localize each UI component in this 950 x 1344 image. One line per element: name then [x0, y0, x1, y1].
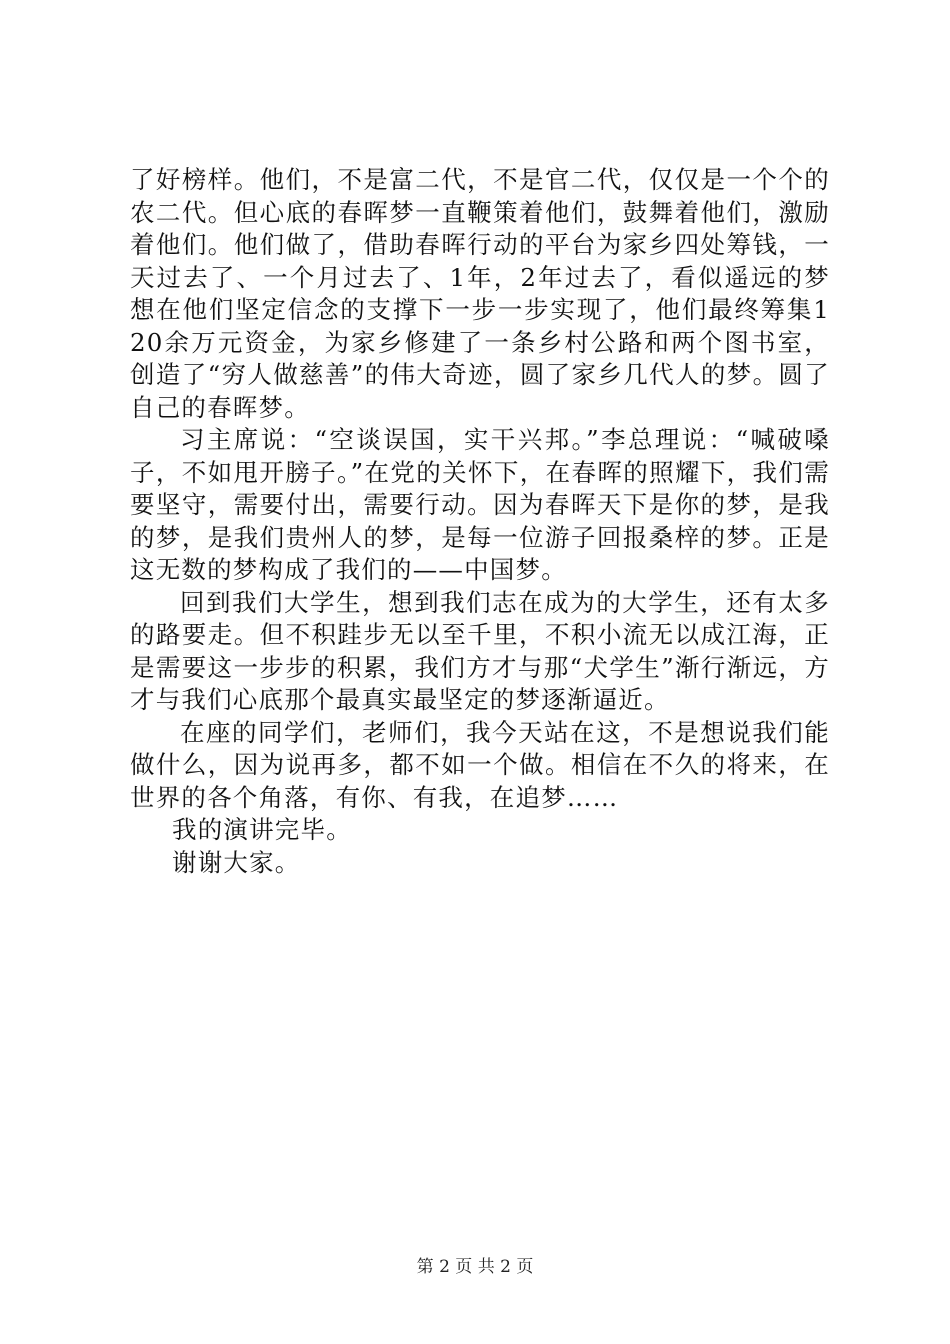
paragraph-audience: 在座的同学们，老师们，我今天站在这，不是想说我们能做什么，因为说再多，都不如一个做。相信在不久的将来，在世界的各个角落，有你、有我，在追梦…… [130, 717, 830, 812]
paragraph-students: 回到我们大学生，想到我们志在成为的大学生，还有太多的路要走。但不积跬步无以至千里，不积小流无以成江海，正是需要这一步步的积累，我们方才与那“犬学生”渐行渐远，方才与我们心底那个最真实最坚定的梦逐渐逼近。 [130, 587, 830, 714]
paragraph-thanks: 谢谢大家。 [172, 847, 301, 877]
paragraph-continuation: 了好榜样。他们，不是富二代，不是官二代，仅仅是一个个的农二代。但心底的春晖梦一直鞭策着他们，鼓舞着他们，激励着他们。他们做了，借助春晖行动的平台为家乡四处筹钱，一天过去了、一个月过去了、1年，2年过去了，看似遥远的梦想在他们坚定信念的支撑下一步一步实现了，他们最终筹集120余万元资金，为家乡修建了一条乡村公路和两个图书室，创造了“穷人做慈善”的伟大奇迹，圆了家乡几代人的梦。圆了自己的春晖梦。 [130, 165, 830, 422]
document-body [130, 164, 830, 879]
paragraph-closing: 我的演讲完毕。 [172, 815, 352, 844]
paragraph-quote: 习主席说：“空谈误国，实干兴邦。”李总理说：“喊破嗓子，不如甩开膀子。”在党的关怀下，在春晖的照耀下，我们需要坚守，需要付出，需要行动。因为春晖天下是你的梦，是我的梦，是我们贵州人的梦，是每一位游子回报桑梓的梦。正是这无数的梦构成了我们的——中国梦。 [130, 425, 830, 584]
page-number-footer: 第 2 页 共 2 页 [416, 1257, 534, 1277]
